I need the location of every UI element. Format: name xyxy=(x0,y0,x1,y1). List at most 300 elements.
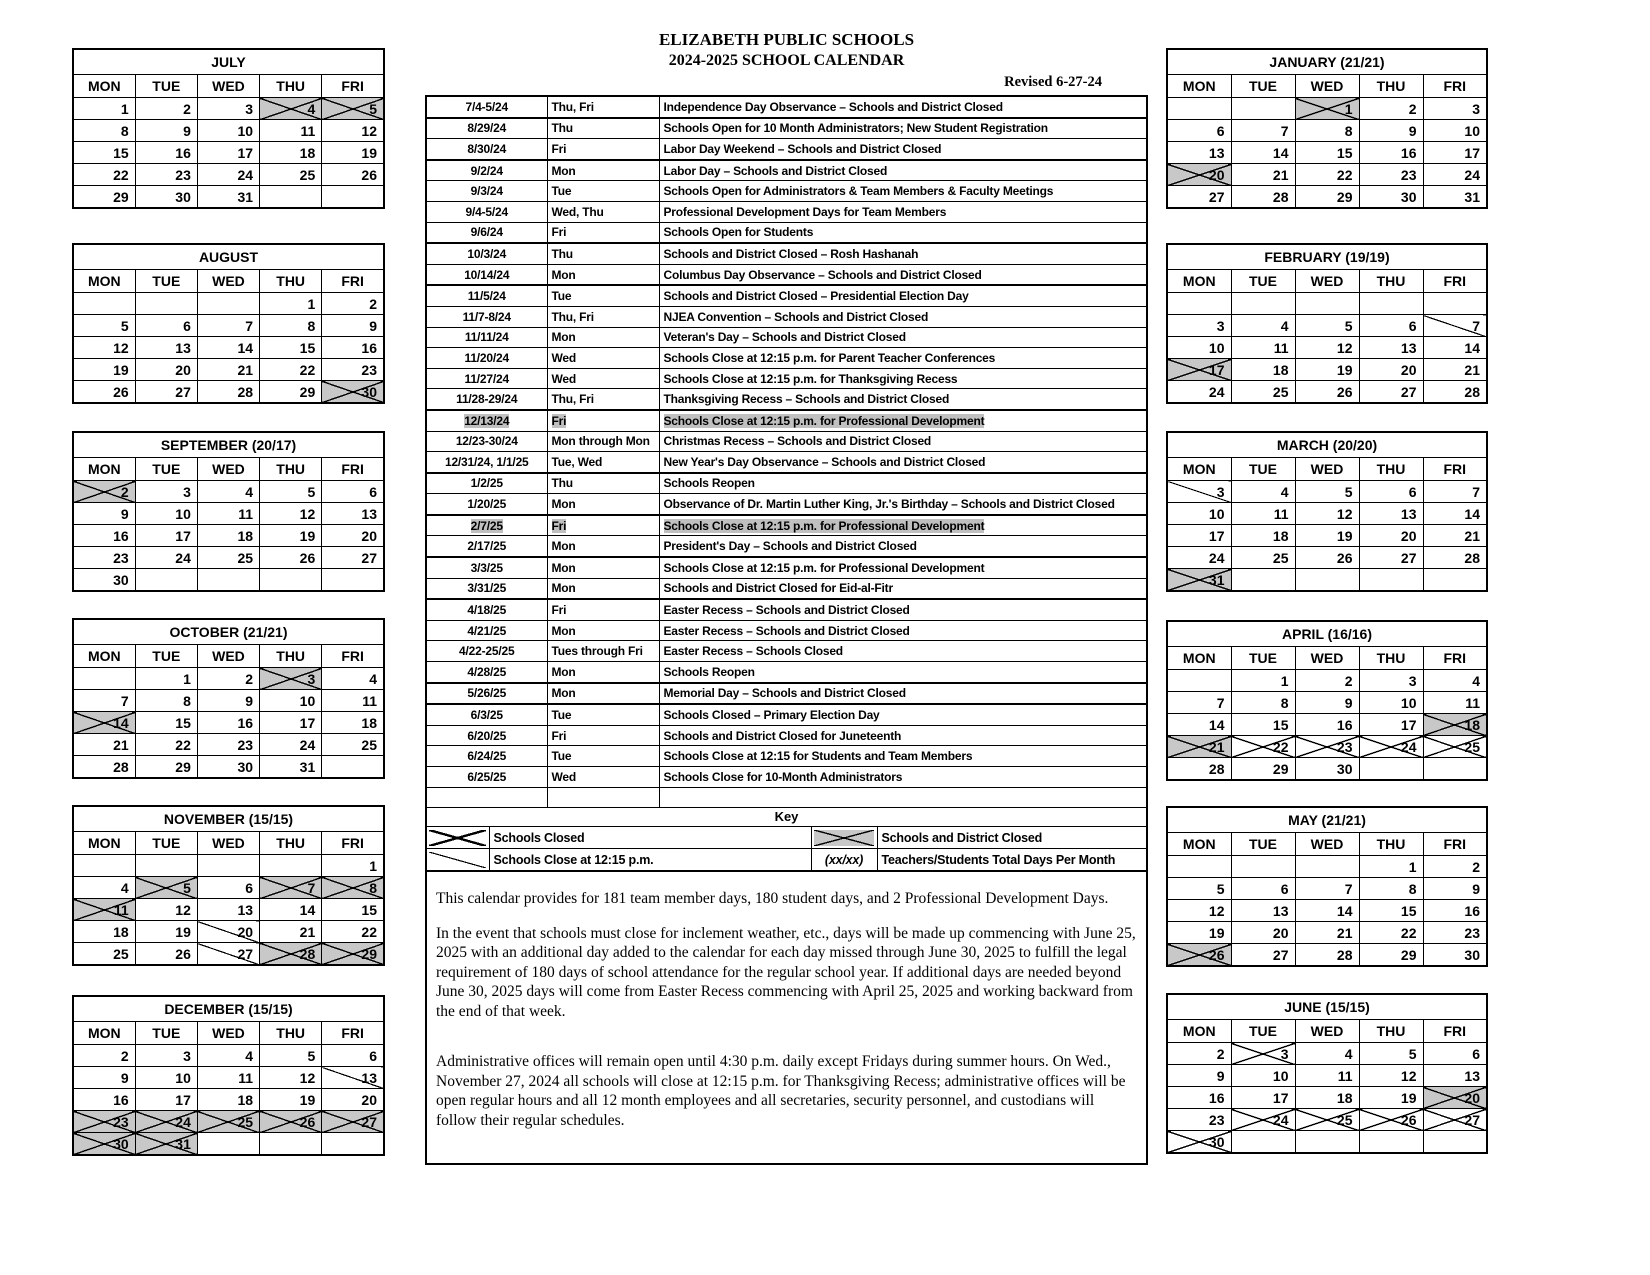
event-date: 12/23-30/24 xyxy=(427,431,547,452)
day-cell: 28 xyxy=(73,756,135,779)
weekday-header: FRI xyxy=(322,1022,384,1045)
day-cell xyxy=(1231,98,1295,120)
day-cell: 9 xyxy=(1295,692,1359,714)
day-cell: 17 xyxy=(197,142,259,164)
event-date: 4/22-25/25 xyxy=(427,641,547,662)
day-cell: 13 xyxy=(1231,900,1295,922)
highlighted-text: Schools Close at 12:15 p.m. for Professional Development xyxy=(663,413,985,428)
day-cell xyxy=(322,186,384,209)
day-cell xyxy=(135,569,197,592)
weekday-header: TUE xyxy=(1231,75,1295,98)
event-date: 12/31/24, 1/1/25 xyxy=(427,452,547,473)
day-cell: 15 xyxy=(322,899,384,921)
day-cell: 15 xyxy=(135,712,197,734)
day-cell xyxy=(197,569,259,592)
event-day: Thu xyxy=(547,243,659,264)
day-cell: 2 xyxy=(135,98,197,120)
notes-section xyxy=(427,889,1146,1130)
day-cell: 14 xyxy=(1295,900,1359,922)
day-cell: 22 xyxy=(73,164,135,186)
day-cell: 11 xyxy=(197,1067,259,1089)
day-cell: 1 xyxy=(1295,98,1359,120)
week-row xyxy=(73,734,384,756)
week-row xyxy=(1167,164,1487,186)
page-subtitle: 2024-2025 SCHOOL CALENDAR xyxy=(668,52,905,69)
event-date: 10/14/24 xyxy=(427,264,547,285)
highlighted-text: Fri xyxy=(551,518,567,533)
weekday-header: THU xyxy=(1359,75,1423,98)
event-row xyxy=(427,160,1146,181)
day-cell: 9 xyxy=(135,120,197,142)
event-description: Schools Closed – Primary Election Day xyxy=(659,704,1146,725)
key-label-closed: Schools Closed xyxy=(489,827,811,849)
day-cell: 3 xyxy=(135,481,197,503)
week-row xyxy=(1167,525,1487,547)
day-cell: 22 xyxy=(135,734,197,756)
event-description: President's Day – Schools and District Closed xyxy=(659,536,1146,557)
day-cell: 27 xyxy=(1423,1109,1487,1131)
event-description: Labor Day Weekend – Schools and District Closed xyxy=(659,139,1146,160)
event-date: 11/11/24 xyxy=(427,327,547,348)
event-day: Wed xyxy=(547,767,659,788)
day-cell: 5 xyxy=(1295,481,1359,503)
day-cell: 30 xyxy=(1295,758,1359,781)
weekday-header: FRI xyxy=(322,832,384,855)
day-cell: 18 xyxy=(1295,1087,1359,1109)
day-cell: 2 xyxy=(73,1045,135,1067)
day-cell: 10 xyxy=(1423,120,1487,142)
day-cell: 5 xyxy=(322,98,384,120)
day-cell: 27 xyxy=(197,943,259,966)
day-cell: 13 xyxy=(322,503,384,525)
day-cell xyxy=(1231,1131,1295,1154)
week-row xyxy=(1167,293,1487,315)
day-cell: 5 xyxy=(73,315,135,337)
event-date: 11/5/24 xyxy=(427,285,547,306)
weekday-header: FRI xyxy=(322,75,384,98)
day-cell xyxy=(1359,1131,1423,1154)
day-cell: 2 xyxy=(1423,856,1487,878)
weekday-header: WED xyxy=(197,1022,259,1045)
event-date: 11/28-29/24 xyxy=(427,389,547,410)
weekday-header: THU xyxy=(260,458,322,481)
day-cell: 9 xyxy=(197,690,259,712)
day-cell: 6 xyxy=(1167,120,1231,142)
day-cell xyxy=(1231,569,1295,592)
day-cell: 19 xyxy=(260,1089,322,1111)
day-cell: 29 xyxy=(260,381,322,404)
day-cell: 9 xyxy=(322,315,384,337)
day-cell: 29 xyxy=(135,756,197,779)
week-row xyxy=(1167,547,1487,569)
day-cell: 27 xyxy=(1167,186,1231,209)
week-row xyxy=(1167,359,1487,381)
note-admin-offices: Administrative offices will remain open until 4:30 p.m. daily except Fridays during summer hours. On Wed., November 27, 2024 all schools will close at 12:15 p.m. for Thanksgiving Recess; administrative offices will be open regular hours and all 12 month employees and all secretaries, security personnel, and custodians will follow their regular schedules. xyxy=(436,1053,1126,1129)
event-description: Observance of Dr. Martin Luther King, Jr.'s Birthday – Schools and District Closed xyxy=(659,494,1146,515)
event-row xyxy=(427,578,1146,599)
day-cell: 10 xyxy=(1359,692,1423,714)
page-title: ELIZABETH PUBLIC SCHOOLS xyxy=(658,30,915,49)
day-cell: 29 xyxy=(1295,186,1359,209)
day-cell: 11 xyxy=(197,503,259,525)
day-cell: 18 xyxy=(322,712,384,734)
key-icon-cell xyxy=(427,827,489,849)
day-cell: 6 xyxy=(1359,481,1423,503)
day-cell: 19 xyxy=(73,359,135,381)
day-cell: 12 xyxy=(1295,337,1359,359)
event-day xyxy=(547,787,659,808)
day-cell xyxy=(1295,293,1359,315)
weekday-header: WED xyxy=(1295,833,1359,856)
weekday-header: THU xyxy=(260,1022,322,1045)
day-cell xyxy=(1231,293,1295,315)
day-cell: 17 xyxy=(260,712,322,734)
day-cell: 28 xyxy=(1423,547,1487,569)
day-cell: 4 xyxy=(1231,481,1295,503)
day-cell xyxy=(1231,856,1295,878)
event-day: Wed xyxy=(547,368,659,389)
day-cell: 11 xyxy=(1231,337,1295,359)
day-cell: 29 xyxy=(1359,944,1423,967)
day-cell: 8 xyxy=(1231,692,1295,714)
week-row xyxy=(73,337,384,359)
weekday-header: THU xyxy=(1359,270,1423,293)
day-cell: 18 xyxy=(1231,525,1295,547)
event-row xyxy=(427,222,1146,243)
day-cell: 7 xyxy=(1231,120,1295,142)
day-cell: 6 xyxy=(1359,315,1423,337)
week-row xyxy=(73,293,384,315)
weekday-header: TUE xyxy=(135,270,197,293)
highlighted-text: 12/13/24 xyxy=(464,413,510,428)
event-date: 5/26/25 xyxy=(427,683,547,705)
event-row xyxy=(427,641,1146,662)
week-row xyxy=(73,164,384,186)
event-row xyxy=(427,181,1146,202)
month-calendar-march xyxy=(1166,431,1488,592)
weekday-header: TUE xyxy=(1231,647,1295,670)
day-cell: 25 xyxy=(322,734,384,756)
day-cell: 12 xyxy=(260,1067,322,1089)
weekday-header: MON xyxy=(1167,75,1231,98)
day-cell: 11 xyxy=(1423,692,1487,714)
weekday-header: MON xyxy=(1167,647,1231,670)
week-row xyxy=(73,668,384,690)
week-row xyxy=(1167,856,1487,878)
event-day: Tues through Fri xyxy=(547,641,659,662)
day-cell xyxy=(1295,856,1359,878)
event-date: 9/6/24 xyxy=(427,222,547,243)
weekday-header: THU xyxy=(1359,833,1423,856)
day-cell: 29 xyxy=(1231,758,1295,781)
week-row xyxy=(1167,736,1487,758)
month-calendar-june xyxy=(1166,993,1488,1154)
day-cell: 24 xyxy=(1167,547,1231,569)
day-cell: 27 xyxy=(1359,381,1423,404)
day-cell: 31 xyxy=(260,756,322,779)
day-cell: 26 xyxy=(1167,944,1231,967)
week-row xyxy=(1167,758,1487,781)
day-cell: 6 xyxy=(135,315,197,337)
event-date: 1/20/25 xyxy=(427,494,547,515)
week-row xyxy=(73,359,384,381)
event-row xyxy=(427,348,1146,369)
day-cell: 31 xyxy=(135,1133,197,1156)
day-cell: 10 xyxy=(260,690,322,712)
day-cell: 3 xyxy=(1423,98,1487,120)
key-label-half: Schools Close at 12:15 p.m. xyxy=(489,849,811,872)
day-cell: 16 xyxy=(197,712,259,734)
day-cell: 3 xyxy=(1359,670,1423,692)
day-cell: 10 xyxy=(135,1067,197,1089)
day-cell: 26 xyxy=(1295,547,1359,569)
day-cell: 4 xyxy=(197,481,259,503)
month-calendar-august xyxy=(72,243,385,404)
event-row xyxy=(427,452,1146,473)
day-cell: 17 xyxy=(135,1089,197,1111)
week-row xyxy=(73,120,384,142)
day-cell: 8 xyxy=(1359,878,1423,900)
day-cell: 23 xyxy=(197,734,259,756)
day-cell: 21 xyxy=(73,734,135,756)
event-description: Easter Recess – Schools and District Closed xyxy=(659,620,1146,641)
day-cell xyxy=(135,293,197,315)
event-date: 6/3/25 xyxy=(427,704,547,725)
day-cell xyxy=(1295,1131,1359,1154)
day-cell xyxy=(1167,293,1231,315)
day-cell: 12 xyxy=(1359,1065,1423,1087)
day-cell: 16 xyxy=(135,142,197,164)
day-cell: 12 xyxy=(73,337,135,359)
day-cell: 28 xyxy=(260,943,322,966)
week-row xyxy=(73,1089,384,1111)
event-row xyxy=(427,201,1146,222)
event-description: Memorial Day – Schools and District Closed xyxy=(659,683,1146,705)
event-row xyxy=(427,557,1146,578)
day-cell: 3 xyxy=(1231,1043,1295,1065)
month-calendar-september xyxy=(72,431,385,592)
day-cell: 28 xyxy=(1423,381,1487,404)
day-cell: 16 xyxy=(1423,900,1487,922)
month-calendar-july xyxy=(72,48,385,209)
week-row xyxy=(1167,1043,1487,1065)
day-cell: 16 xyxy=(73,525,135,547)
day-cell: 1 xyxy=(322,855,384,877)
event-day: Tue xyxy=(547,181,659,202)
day-cell: 30 xyxy=(135,186,197,209)
event-day: Fri xyxy=(547,139,659,160)
day-cell: 25 xyxy=(197,547,259,569)
day-cell: 16 xyxy=(322,337,384,359)
event-description: New Year's Day Observance – Schools and District Closed xyxy=(659,452,1146,473)
weekday-header: TUE xyxy=(1231,270,1295,293)
day-cell: 26 xyxy=(1359,1109,1423,1131)
highlighted-text: Fri xyxy=(551,413,567,428)
day-cell: 3 xyxy=(260,668,322,690)
day-cell: 31 xyxy=(197,186,259,209)
event-row xyxy=(427,599,1146,620)
day-cell: 30 xyxy=(197,756,259,779)
day-cell: 8 xyxy=(135,690,197,712)
day-cell: 22 xyxy=(260,359,322,381)
weekday-header: MON xyxy=(1167,458,1231,481)
day-cell: 20 xyxy=(135,359,197,381)
day-cell: 16 xyxy=(1295,714,1359,736)
day-cell: 1 xyxy=(260,293,322,315)
main-box xyxy=(425,95,1148,1165)
day-cell xyxy=(1423,569,1487,592)
day-cell: 3 xyxy=(197,98,259,120)
day-cell: 3 xyxy=(135,1045,197,1067)
event-day: Wed xyxy=(547,348,659,369)
day-cell: 14 xyxy=(1231,142,1295,164)
weekday-header: THU xyxy=(260,832,322,855)
weekday-header: FRI xyxy=(1423,647,1487,670)
event-description: Schools Open for Administrators & Team Members & Faculty Meetings xyxy=(659,181,1146,202)
day-cell xyxy=(322,756,384,779)
event-row xyxy=(427,118,1146,139)
event-row xyxy=(427,473,1146,494)
event-description: Easter Recess – Schools and District Closed xyxy=(659,599,1146,620)
day-cell: 18 xyxy=(1231,359,1295,381)
week-row xyxy=(73,899,384,921)
event-day: Mon xyxy=(547,620,659,641)
note-inclement-weather: In the event that schools must close for inclement weather, etc., days will be made up commencing with June 25, 2025 with an additional day added to the calendar for each day missed through June 30, 2025 to fulfill the legal requirement of 180 days of school attendance for the regular school year. If additional days are needed beyond June 30, 2025 days will come from Easter Recess commencing with April 25, 2025 and working backward from the end of that week. xyxy=(436,924,1136,1020)
day-cell: 4 xyxy=(1295,1043,1359,1065)
day-cell: 9 xyxy=(73,1067,135,1089)
day-cell: 31 xyxy=(1167,569,1231,592)
event-row xyxy=(427,306,1146,327)
day-cell: 22 xyxy=(1295,164,1359,186)
week-row xyxy=(1167,1131,1487,1154)
day-cell: 24 xyxy=(135,547,197,569)
key-icon-cell xyxy=(427,849,489,872)
month-title-august: AUGUST xyxy=(73,244,384,270)
event-description: Schools Close at 12:15 p.m. for Parent Teacher Conferences xyxy=(659,348,1146,369)
event-date xyxy=(427,515,547,536)
day-cell xyxy=(1167,856,1231,878)
week-row xyxy=(1167,922,1487,944)
event-row xyxy=(427,787,1146,808)
week-row xyxy=(73,98,384,120)
month-calendar-october xyxy=(72,618,385,779)
day-cell: 26 xyxy=(1295,381,1359,404)
day-cell xyxy=(1359,569,1423,592)
day-cell xyxy=(1423,1131,1487,1154)
day-cell: 30 xyxy=(73,569,135,592)
event-date: 6/24/25 xyxy=(427,746,547,767)
day-cell: 14 xyxy=(1423,503,1487,525)
half-day-diagonal-icon xyxy=(429,852,486,868)
day-cell: 15 xyxy=(1231,714,1295,736)
weekday-header: TUE xyxy=(135,645,197,668)
event-day: Mon through Mon xyxy=(547,431,659,452)
day-cell: 8 xyxy=(1295,120,1359,142)
highlighted-text: Schools Close at 12:15 p.m. for Professional Development xyxy=(663,518,985,533)
week-row xyxy=(73,690,384,712)
day-cell: 13 xyxy=(322,1067,384,1089)
day-cell: 17 xyxy=(135,525,197,547)
day-cell: 22 xyxy=(1231,736,1295,758)
day-cell xyxy=(73,855,135,877)
day-cell xyxy=(73,668,135,690)
week-row xyxy=(73,315,384,337)
event-description xyxy=(659,787,1146,808)
day-cell: 9 xyxy=(1423,878,1487,900)
day-cell: 4 xyxy=(322,668,384,690)
event-day: Mon xyxy=(547,494,659,515)
day-cell: 15 xyxy=(1295,142,1359,164)
month-title-march: MARCH (20/20) xyxy=(1167,432,1487,458)
week-row xyxy=(1167,714,1487,736)
week-row xyxy=(1167,503,1487,525)
day-cell: 24 xyxy=(197,164,259,186)
week-row xyxy=(1167,142,1487,164)
event-description: Independence Day Observance – Schools and District Closed xyxy=(659,97,1146,118)
day-cell: 15 xyxy=(73,142,135,164)
weekday-header: FRI xyxy=(1423,458,1487,481)
day-cell xyxy=(260,855,322,877)
day-cell xyxy=(1423,758,1487,781)
day-cell xyxy=(1423,293,1487,315)
weekday-header: MON xyxy=(1167,1020,1231,1043)
day-cell xyxy=(260,569,322,592)
event-day: Tue xyxy=(547,285,659,306)
revision-note: Revised 6-27-24 xyxy=(1004,74,1102,90)
day-cell: 10 xyxy=(1167,503,1231,525)
event-description: Labor Day – Schools and District Closed xyxy=(659,160,1146,181)
week-row xyxy=(1167,381,1487,404)
event-day: Mon xyxy=(547,683,659,705)
event-row xyxy=(427,536,1146,557)
day-cell: 29 xyxy=(73,186,135,209)
month-title-december: DECEMBER (15/15) xyxy=(73,996,384,1022)
day-cell: 2 xyxy=(1167,1043,1231,1065)
day-cell: 10 xyxy=(1167,337,1231,359)
day-cell xyxy=(1167,670,1231,692)
day-cell: 30 xyxy=(1167,1131,1231,1154)
week-row xyxy=(73,877,384,899)
day-cell: 14 xyxy=(1423,337,1487,359)
key-title: Key xyxy=(774,809,799,825)
day-cell: 19 xyxy=(135,921,197,943)
weekday-header: WED xyxy=(197,75,259,98)
day-cell: 23 xyxy=(322,359,384,381)
day-cell: 5 xyxy=(1359,1043,1423,1065)
day-cell: 8 xyxy=(260,315,322,337)
day-cell: 7 xyxy=(1167,692,1231,714)
day-cell: 14 xyxy=(260,899,322,921)
day-cell xyxy=(322,1133,384,1156)
key-label-district: Schools and District Closed xyxy=(877,827,1146,849)
day-cell: 12 xyxy=(1295,503,1359,525)
weekday-header: WED xyxy=(1295,270,1359,293)
events-table xyxy=(427,97,1146,808)
day-cell: 23 xyxy=(1295,736,1359,758)
event-description xyxy=(659,410,1146,431)
day-cell: 28 xyxy=(1231,186,1295,209)
week-row xyxy=(73,1111,384,1133)
day-cell: 16 xyxy=(1167,1087,1231,1109)
day-cell: 28 xyxy=(1295,944,1359,967)
month-calendar-november xyxy=(72,805,385,966)
event-description: Schools Close at 12:15 p.m. for Professional Development xyxy=(659,557,1146,578)
day-cell: 25 xyxy=(260,164,322,186)
day-cell: 27 xyxy=(322,1111,384,1133)
week-row xyxy=(1167,315,1487,337)
weekday-header: THU xyxy=(260,75,322,98)
day-cell: 11 xyxy=(73,899,135,921)
